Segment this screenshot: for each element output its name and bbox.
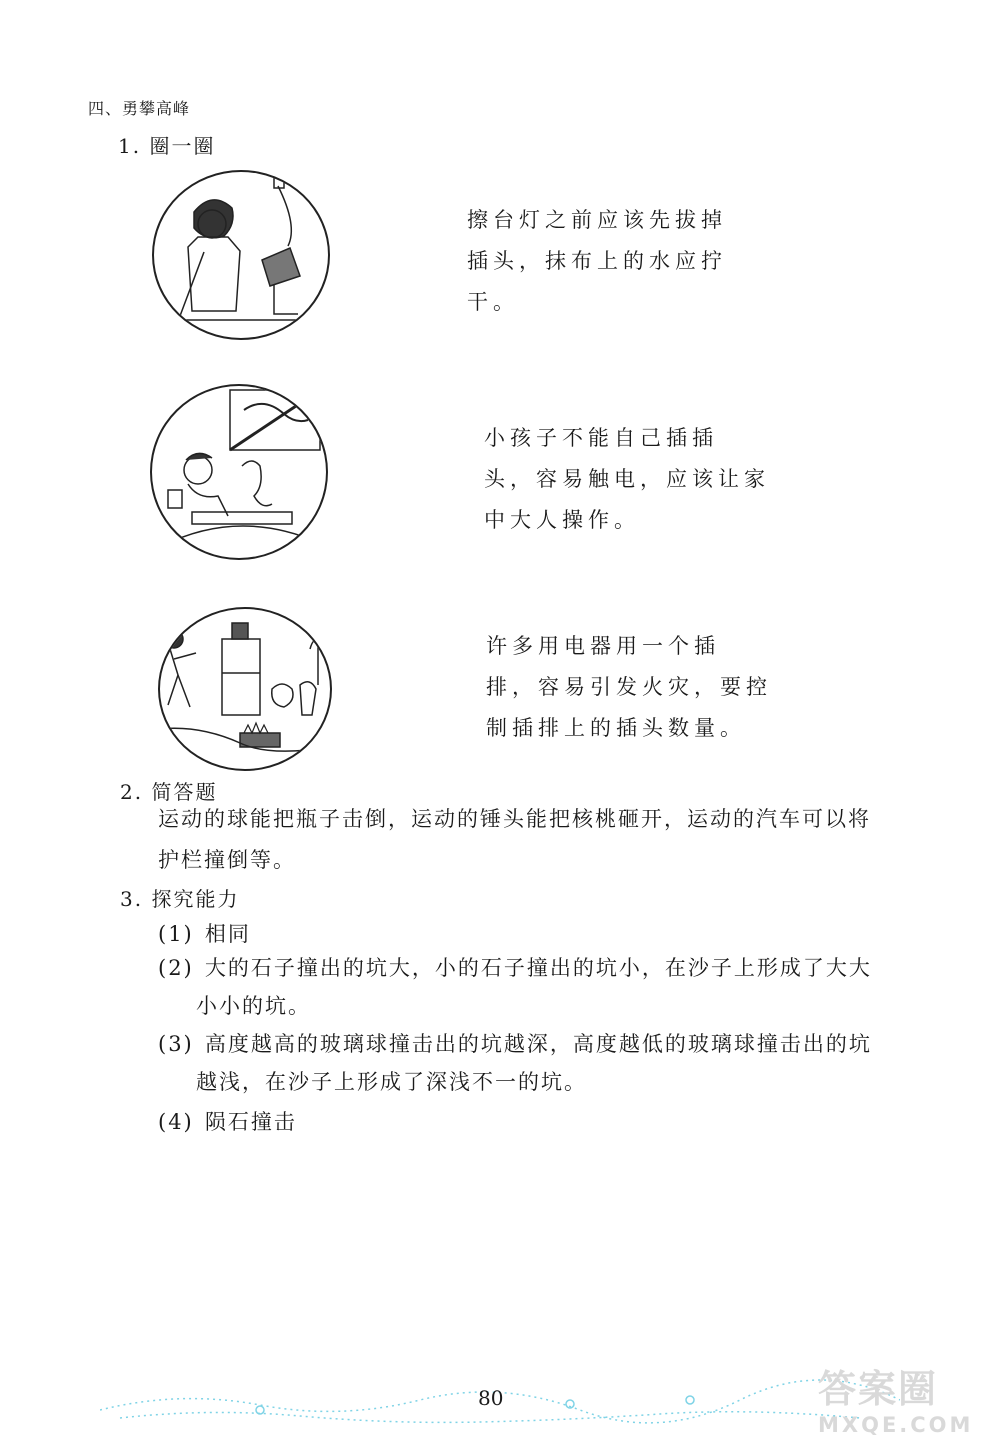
q1-answer-1 xyxy=(467,200,727,323)
q1-answer-2-line: 小孩子不能自己插插 xyxy=(484,426,718,450)
q3-sub-label: (1) xyxy=(158,922,194,946)
watermark-logo xyxy=(818,1358,988,1446)
q3-sub-text: 小小的坑。 xyxy=(196,994,311,1018)
q1-answer-1-line: 干。 xyxy=(467,290,519,314)
q3-title: 3. 探究能力 xyxy=(120,887,240,911)
page-number: 80 xyxy=(478,1386,504,1410)
q3-sub-text: 相同 xyxy=(204,922,251,946)
section-title: 四、勇攀高峰 xyxy=(88,99,191,118)
lamp-cleaning-illustration xyxy=(152,170,330,340)
child-plug-drawing xyxy=(152,386,326,558)
q2-answer-line: 运动的球能把瓶子击倒，运动的锤头能把核桃砸开，运动的汽车可以将 xyxy=(158,807,871,831)
q1-answer-2-line: 中大人操作。 xyxy=(484,508,640,532)
q1-answer-3-line: 许多用电器用一个插 xyxy=(486,634,720,658)
q3-sub-text: 大的石子撞出的坑大，小的石子撞出的坑小，在沙子上形成了大大 xyxy=(204,956,872,980)
power-strip-overload-illustration xyxy=(158,607,332,771)
q1-answer-2 xyxy=(484,418,770,541)
q3-sub-label: (2) xyxy=(158,956,194,980)
q3-sub-text: 陨石撞击 xyxy=(204,1110,297,1134)
q2-title: 2. 简答题 xyxy=(120,780,218,804)
lamp-cleaning-drawing xyxy=(154,172,328,338)
q2-answer-line: 护栏撞倒等。 xyxy=(158,848,296,872)
power-strip-drawing xyxy=(160,609,330,769)
q1-title: 1. 圈一圈 xyxy=(118,134,216,158)
q1-answer-3-line: 制插排上的插头数量。 xyxy=(486,716,746,740)
q1-answer-3 xyxy=(486,626,772,749)
q3-sub-label: (3) xyxy=(158,1032,194,1056)
watermark-title: 答案圈 xyxy=(818,1367,939,1411)
q3-sub-label: (4) xyxy=(158,1110,194,1134)
q3-sub-text: 越浅，在沙子上形成了深浅不一的坑。 xyxy=(196,1070,587,1094)
q3-sub-text: 高度越高的玻璃球撞击出的坑越深，高度越低的玻璃球撞击出的坑 xyxy=(204,1032,872,1056)
q3-sub-4 xyxy=(158,1102,297,1143)
q3-sub-3 xyxy=(158,1024,872,1065)
child-plug-illustration xyxy=(150,384,328,560)
q3-sub-2 xyxy=(158,948,872,989)
q1-answer-3-line: 排，容易引发火灾，要控 xyxy=(486,675,772,699)
q2-answer xyxy=(158,799,871,881)
q1-answer-1-line: 擦台灯之前应该先拔掉 xyxy=(467,208,727,232)
q1-answer-1-line: 插头，抹布上的水应拧 xyxy=(467,249,727,273)
q1-answer-2-line: 头，容易触电，应该让家 xyxy=(484,467,770,491)
watermark-url: MXQE.COM xyxy=(818,1413,974,1437)
